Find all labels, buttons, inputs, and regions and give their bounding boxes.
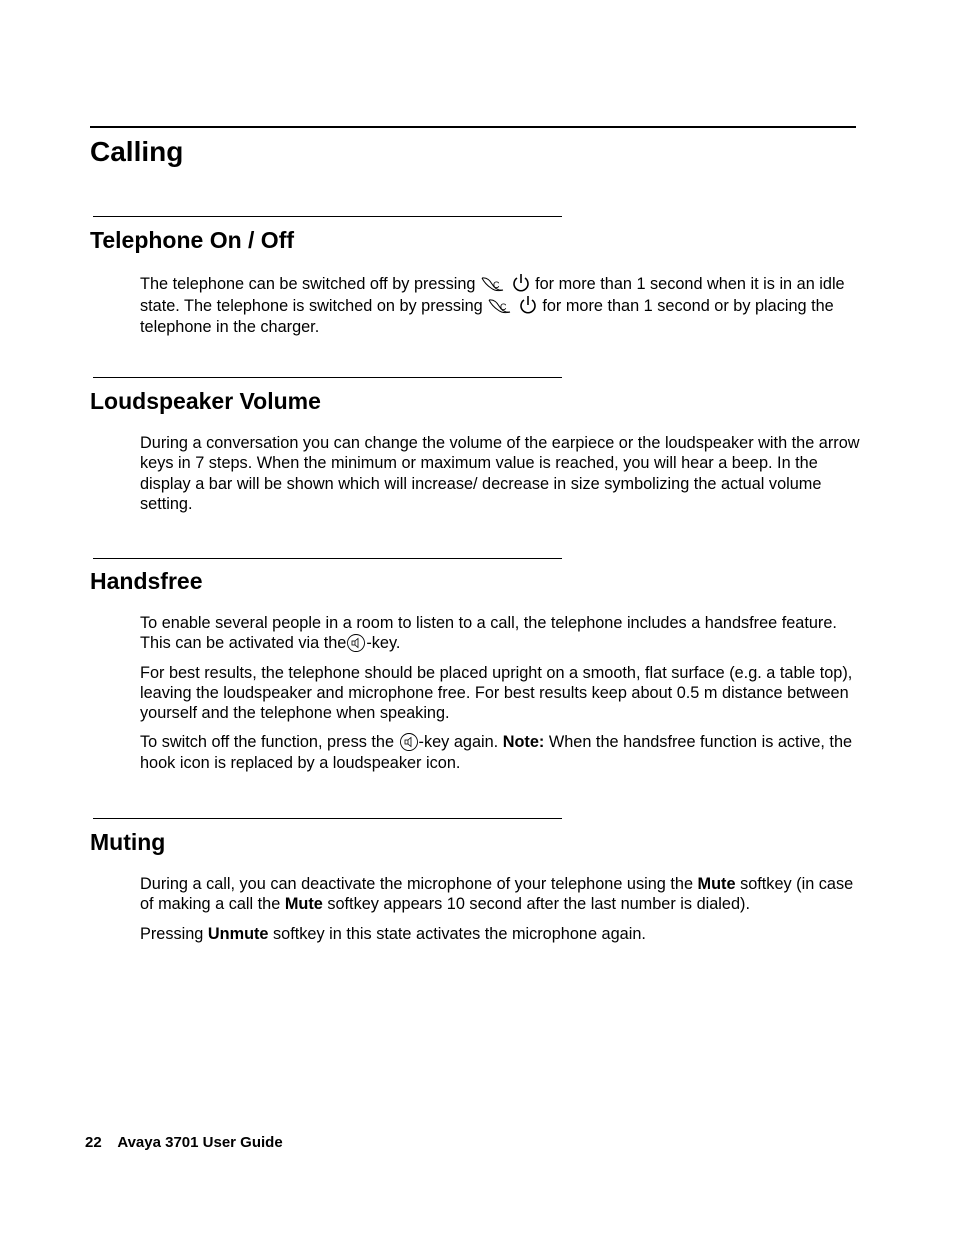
- text-span: -key again.: [418, 733, 499, 752]
- text-span: To enable several people in a room to listen to a call, the telephone includes a handsfree feature. This can be activated via the: [140, 614, 837, 653]
- section-body-telephone-on-off: [140, 272, 860, 337]
- section-body-loudspeaker-volume: [140, 433, 860, 514]
- page-number: 22: [85, 1134, 102, 1151]
- document-title: Avaya 3701 User Guide: [117, 1134, 283, 1151]
- text-span: The telephone can be switched off by pressing: [140, 275, 476, 293]
- svg-text:C: C: [493, 280, 500, 290]
- section-rule: [93, 377, 562, 378]
- text-span: During a call, you can deactivate the microphone of your telephone using the: [140, 875, 694, 893]
- svg-text:C: C: [500, 302, 507, 313]
- paragraph: [140, 732, 860, 773]
- text-span: softkey (in case of making a call the: [140, 875, 854, 914]
- chapter-title: Calling: [90, 136, 184, 167]
- paragraph: For best results, the telephone should be placed upright on a smooth, flat surface (e.g. a table top), leaving the loudspeaker and microphone free. For best results keep about 0.5 m distance between yourself and the telephone when speaking.: [140, 663, 853, 723]
- softkey-name: Mute: [284, 895, 323, 914]
- section-rule: [93, 558, 562, 559]
- section-title-muting: Muting: [90, 829, 166, 855]
- text-span: When the handsfree function is active, the hook icon is replaced by a loudspeaker icon.: [140, 733, 853, 772]
- text-span: softkey appears 10 second after the last number is dialed).: [327, 895, 750, 914]
- page-footer: [85, 1133, 283, 1153]
- section-rule: [93, 818, 562, 819]
- power-icon: [511, 272, 531, 294]
- text-span: To switch off the function, press the: [140, 733, 395, 752]
- paragraph: [140, 272, 860, 337]
- section-title-handsfree: Handsfree: [90, 568, 203, 594]
- paragraph: [140, 613, 860, 654]
- note-label: Note:: [502, 733, 545, 752]
- section-title-loudspeaker-volume: Loudspeaker Volume: [90, 388, 321, 414]
- section-title-telephone-on-off: Telephone On / Off: [90, 227, 295, 253]
- handsfree-key-icon: [346, 633, 366, 653]
- chapter-rule: [90, 126, 856, 128]
- end-call-key-icon: [480, 274, 506, 294]
- softkey-name: Unmute: [207, 924, 269, 943]
- text-span: -key.: [366, 634, 401, 653]
- text-span: for more than 1 second or by placing the telephone in the charger.: [140, 297, 834, 336]
- end-call-key-icon: [487, 296, 513, 316]
- text-span: Pressing: [140, 924, 204, 943]
- softkey-name: Mute: [697, 875, 736, 893]
- section-body-muting: [140, 874, 860, 944]
- paragraph: During a conversation you can change the volume of the earpiece or the loudspeaker with the arrow keys in 7 steps. When the minimum or maximum value is reached, you will hear a beep. In the display a bar will be shown which will increase/ decrease in size symbolizing the actual volume setting.: [140, 434, 860, 513]
- section-body-handsfree: [140, 613, 860, 773]
- power-icon: [518, 294, 538, 316]
- paragraph: [140, 874, 860, 915]
- handsfree-key-icon: [399, 732, 419, 752]
- section-rule: [93, 216, 562, 217]
- text-span: for more than 1 second when it is in an idle state. The telephone is switched on by pressing: [140, 275, 845, 316]
- paragraph: [140, 924, 860, 944]
- text-span: softkey in this state activates the microphone again.: [273, 924, 646, 943]
